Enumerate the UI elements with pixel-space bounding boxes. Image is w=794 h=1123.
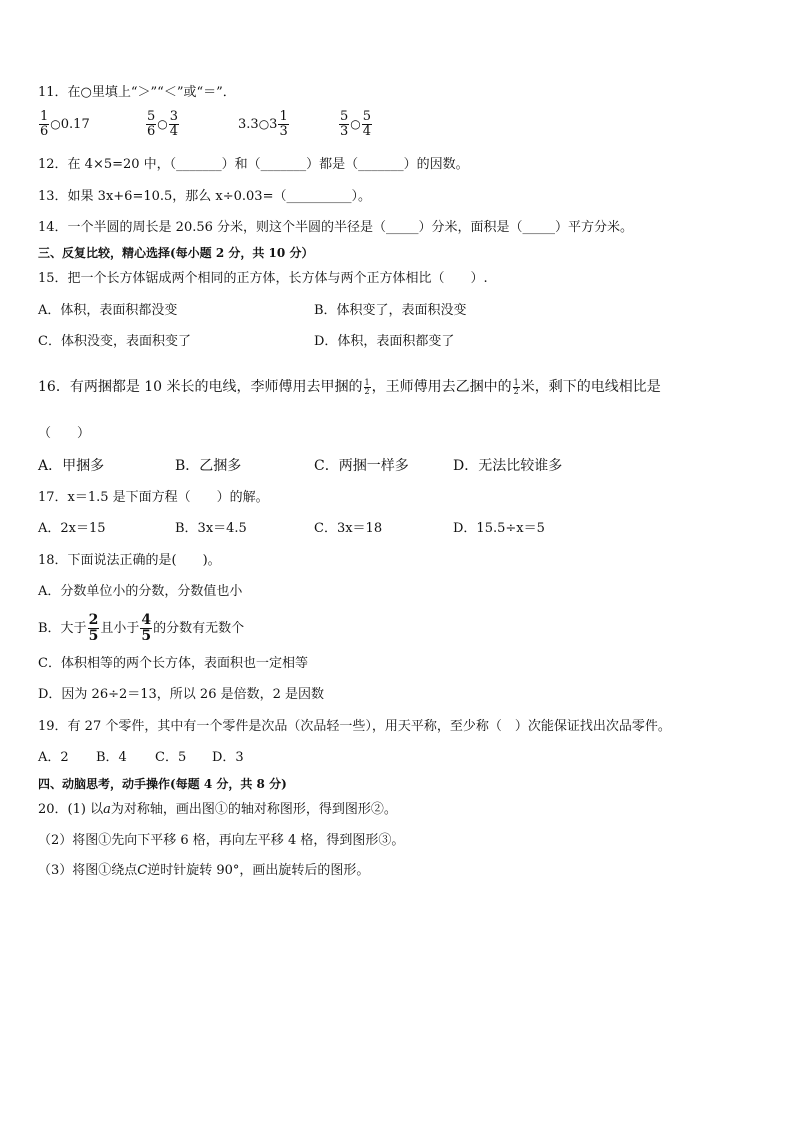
q16-option-c: C．两捆一样多 [314,458,409,474]
q18-option-d: D．因为 26÷2＝13，所以 26 是倍数，2 是因数 [38,687,325,702]
q11-item-1: $\frac{1}{6}$ ○0.17 [40,109,90,139]
q17-stem: 17．x＝1.5 是下面方程（ ）的解。 [38,490,269,505]
q18-option-b: B．大于 $\frac{2}{5}$ 且小于 $\frac{4}{5}$ 的分数有无数个 [38,612,245,644]
q13: 13．如果 3x+6=10.5，那么 x÷0.03=（__________）。 [38,189,371,204]
q19-option-c: C．5 [155,750,187,765]
q15-option-d: D．体积，表面积都变了 [314,334,455,349]
q17-option-c: C．3x＝18 [314,521,383,536]
fraction: $\frac{5}{6}$ [147,109,156,139]
section-3-heading: 三、反复比较，精心选择(每小题 2 分，共 10 分） [38,246,314,260]
q20-part-1: 20．(1) 以a为对称轴，画出图①的轴对称图形，得到图形②。 [38,802,397,817]
q12: 12．在 4×5=20 中，（_______）和（_______）都是（_______）的因数。 [38,157,469,172]
q19-option-b: B．4 [96,750,127,765]
q15-option-c: C．体积没变，表面积变了 [38,334,191,349]
fraction: $\frac{1}{3}$ [279,109,288,139]
q18-option-c: C．体积相等的两个长方体，表面积也一定相等 [38,656,308,671]
q15-stem: 15．把一个长方体锯成两个相同的正方体，长方体与两个正方体相比（ ）. [38,271,488,286]
q16-option-a: A．甲捆多 [38,458,105,474]
q19-option-a: A．2 [38,750,69,765]
section-4-heading: 四、动脑思考，动手操作(每题 4 分，共 8 分) [38,777,287,791]
q17-option-b: B．3x＝4.5 [175,521,247,536]
q16-paren: （ ） [38,426,91,441]
fraction: $\frac{5}{4}$ [362,109,372,139]
q15-option-b: B．体积变了，表面积没变 [314,303,467,318]
fraction: $\frac{4}{5}$ [141,612,152,644]
fraction: $\frac{5}{3}$ [340,109,349,139]
q17-option-d: D．15.5÷x＝5 [453,521,545,536]
fraction: $\frac{1}{6}$ [40,109,49,139]
q20-part-3: （3）将图①绕点C逆时针旋转 90°，画出旋转后的图形。 [38,863,370,878]
q11-item-4: $\frac{5}{3}$ ○ $\frac{5}{4}$ [340,109,372,139]
q11-item-2: $\frac{5}{6}$ ○ $\frac{3}{4}$ [147,109,179,139]
fraction: $\frac{3}{4}$ [169,109,179,139]
q16-option-b: B．乙捆多 [175,458,242,474]
q18-option-a: A．分数单位小的分数，分数值也小 [38,584,243,599]
fraction: $\frac{2}{5}$ [88,612,99,644]
q16-option-d: D．无法比较谁多 [453,458,563,474]
q17-option-a: A．2x＝15 [38,521,106,536]
fraction: $\frac{1}{2}$ [364,377,370,396]
q11-stem: 11．在○里填上“＞”“＜”或“＝”． [38,85,236,100]
fraction: $\frac{1}{2}$ [513,377,519,396]
q19-stem: 19．有 27 个零件，其中有一个零件是次品（次品轻一些），用天平称，至少称（ ）次能保证找出次品零件。 [38,719,671,734]
q19-option-d: D．3 [212,750,244,765]
q11-item-3: 3.3○3 $\frac{1}{3}$ [238,109,288,139]
q18-stem: 18．下面说法正确的是( )。 [38,553,221,568]
q15-option-a: A．体积，表面积都没变 [38,303,178,318]
q16-stem: 16．有两捆都是 10 米长的电线，李师傅用去甲捆的 $\frac{1}{2}$ ，王师傅用去乙捆中的 $\frac{1}{2}$ 米，剩下的电线相比是 [38,377,661,396]
q20-part-2: （2）将图①先向下平移 6 格，再向左平移 4 格，得到图形③。 [38,833,405,848]
q14: 14．一个半圆的周长是 20.56 分米，则这个半圆的半径是（_____）分米，面积是（_____）平方分米。 [38,220,634,235]
